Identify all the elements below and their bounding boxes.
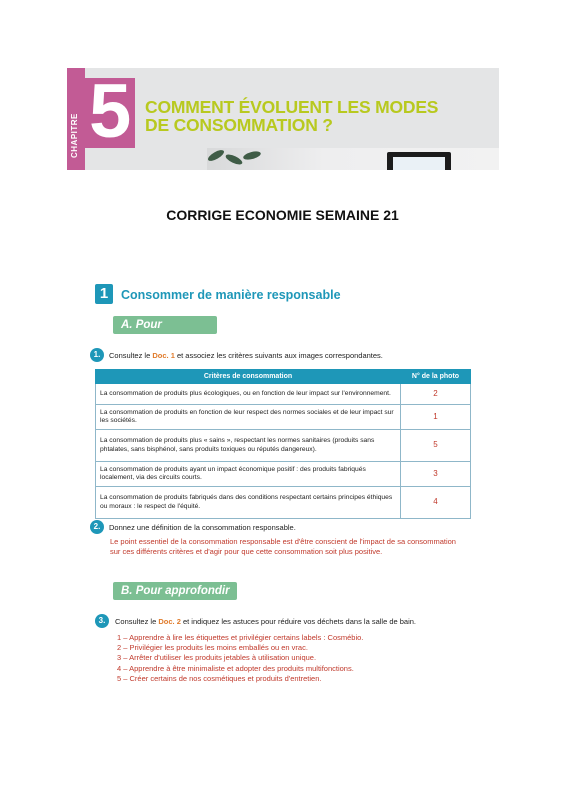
- doc-1-reference: Doc. 1: [152, 351, 175, 360]
- table-row: [96, 384, 471, 405]
- question-1-badge: 1.: [90, 348, 104, 362]
- photo-number-cell: 1: [401, 405, 471, 430]
- table-header-row: [96, 370, 471, 384]
- part-a-heading: A. Pour découvrir: [113, 316, 217, 334]
- question-3-suffix: et indiquez les astuces pour réduire vos déchets dans la salle de bain.: [180, 617, 417, 626]
- question-2-text: Donnez une définition de la consommation responsable.: [109, 523, 296, 532]
- document-title: CORRIGE ECONOMIE SEMAINE 21: [166, 207, 399, 223]
- criterion-cell: La consommation de produits ayant un impact économique positif : des produits fabriqués localement, via des circuits courts.: [96, 462, 401, 487]
- photo-number-cell: 4: [401, 487, 471, 519]
- chapter-number: 5: [89, 69, 132, 154]
- question-3-text: [115, 617, 416, 626]
- table-row: [96, 430, 471, 462]
- doc-2-reference: Doc. 2: [158, 617, 181, 626]
- chapter-label: CHAPITRE: [70, 113, 79, 159]
- question-3-badge: 3.: [95, 614, 109, 628]
- tips-list: [117, 633, 363, 684]
- question-1-prefix: Consultez le: [109, 351, 153, 360]
- chapter-title-line1: COMMENT ÉVOLUENT LES MODES: [145, 97, 439, 117]
- criteria-table: [95, 369, 471, 519]
- chapter-title-line2: DE CONSOMMATION ?: [145, 115, 333, 135]
- chapter-title: [145, 98, 445, 134]
- tip-item: 2 – Privilégier les produits les moins emballés ou en vrac.: [117, 643, 308, 653]
- tip-item: 3 – Arrêter d'utiliser les produits jetables à utilisation unique.: [117, 653, 317, 663]
- photo-number-cell: 5: [401, 430, 471, 462]
- question-3-prefix: Consultez le: [115, 617, 159, 626]
- question-1-text: [109, 351, 383, 360]
- table-row: [96, 462, 471, 487]
- question-2-badge: 2.: [90, 520, 104, 534]
- header-criteria: Critères de consommation: [96, 370, 401, 384]
- table-row: [96, 487, 471, 519]
- laptop-screen: [393, 157, 445, 170]
- header-photo-number: N° de la photo: [401, 370, 471, 384]
- tip-item: 4 – Apprendre à être minimaliste et adopter des produits multifonctions.: [117, 663, 354, 673]
- criterion-cell: La consommation de produits fabriqués dans des conditions respectant certains principes éthiques ou moraux : le respect de l'équité.: [96, 487, 401, 519]
- part-b-heading: B. Pour approfondir: [113, 582, 237, 600]
- question-1-suffix: et associez les critères suivants aux images correspondantes.: [174, 351, 383, 360]
- section-title: Consommer de manière responsable: [121, 288, 341, 302]
- chapter-banner: [67, 68, 499, 170]
- photo-number-cell: 3: [401, 462, 471, 487]
- question-2-answer: [110, 537, 456, 557]
- criterion-cell: La consommation de produits en fonction de leur respect des normes sociales et de leur impact sur les sociétés.: [96, 405, 401, 430]
- criterion-cell: La consommation de produits plus « sains », respectant les normes sanitaires (produits sans phtalates, sans bisphénol, sans produits toxiques ou réputés dangereux).: [96, 430, 401, 462]
- section-number-badge: 1: [95, 284, 113, 304]
- answer-line: Le point essentiel de la consommation responsable est d'être conscient de l'impact de sa consommation: [110, 537, 456, 546]
- answer-line: sur ces différents critères et d'agir pour que cette consommation soit plus positive.: [110, 547, 383, 556]
- photo-number-cell: 2: [401, 384, 471, 405]
- table-row: [96, 405, 471, 430]
- criterion-cell: La consommation de produits plus écologiques, ou en fonction de leur impact sur l'environnement.: [96, 384, 401, 405]
- tip-item: 1 – Apprendre à lire les étiquettes et privilégier certains labels : Cosmébio.: [117, 633, 364, 642]
- tip-item: 5 – Créer certains de nos cosmétiques et produits d'entretien.: [117, 673, 322, 683]
